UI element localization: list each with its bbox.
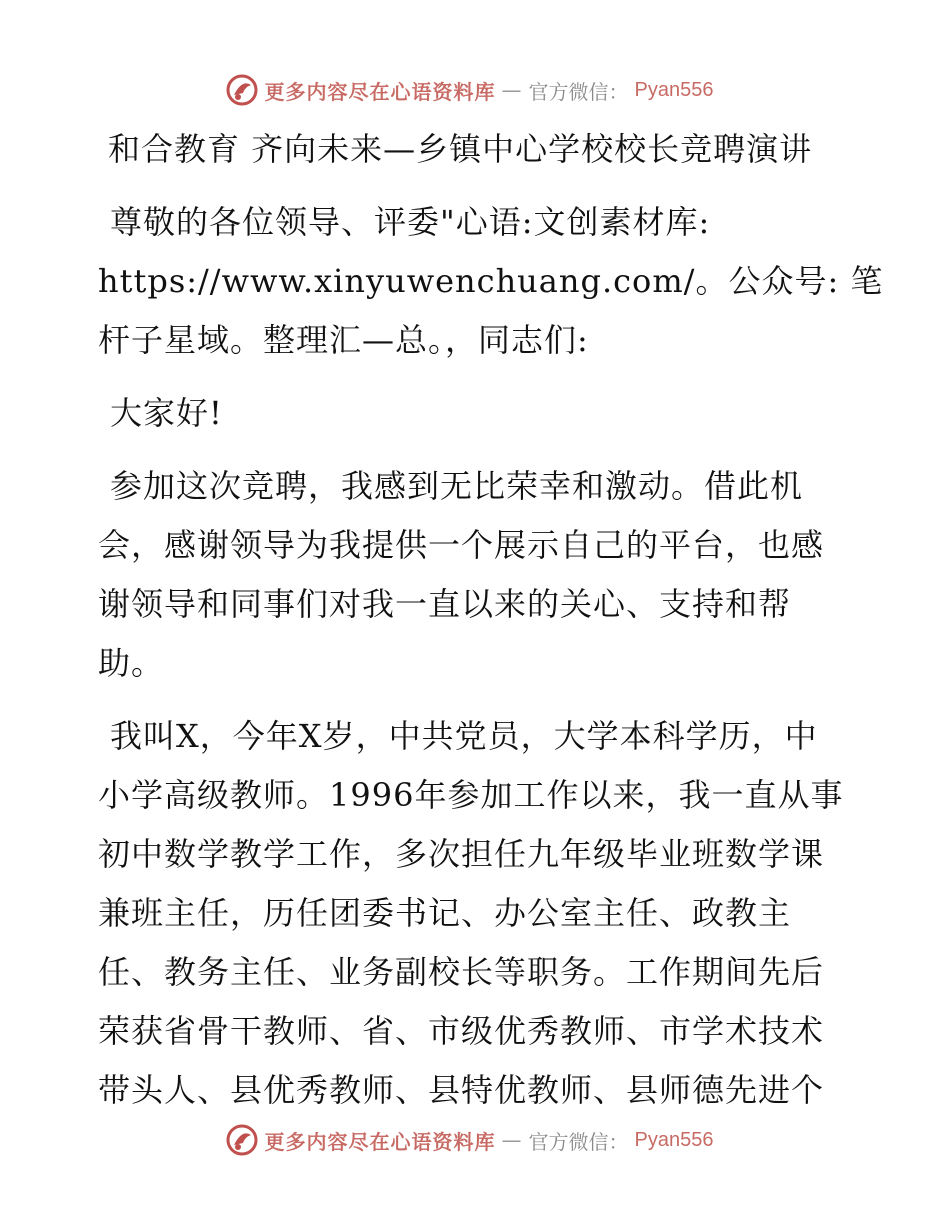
greeting-line: https://www.xinyuwenchuang.com/。公众号: 笔 [98, 262, 884, 300]
header-banner-text: 更多内容尽在心语资料库 [264, 79, 496, 104]
header-banner-id: Pyan556 [634, 78, 714, 101]
document-title: 和合教育 齐向未来—乡镇中心学校校长竞聘演讲 [108, 130, 813, 168]
paragraph-line: 兼班主任，历任团委书记、办公室主任、政教主 [98, 894, 792, 932]
greeting-line: 尊敬的各位领导、评委"心语:文创素材库: [110, 203, 711, 241]
paragraph-line: 带头人、县优秀教师、县特优教师、县师德先进个 [98, 1071, 825, 1109]
greeting-line: 杆子星域。整理汇—总。，同志们: [98, 321, 589, 359]
footer-banner-content [225, 1123, 714, 1157]
paragraph-line: 小学高级教师。1996年参加工作以来，我一直从事 [98, 776, 844, 814]
paragraph-line: 任、教务主任、业务副校长等职务。工作期间先后 [98, 953, 825, 991]
paragraph-line: 我叫X，今年X岁，中共党员，大学本科学历，中 [110, 717, 818, 755]
paragraph-line: 谢领导和同事们对我一直以来的关心、支持和帮 [98, 585, 792, 623]
paragraph-line: 助。 [98, 644, 165, 682]
hello-line: 大家好! [110, 394, 223, 432]
brand-logo-icon [225, 73, 259, 107]
header-banner-content [225, 73, 714, 107]
header-banner-dash: — [501, 78, 523, 102]
footer-banner-text: 更多内容尽在心语资料库 [264, 1129, 496, 1154]
footer-banner-dash: — [501, 1128, 523, 1152]
paragraph-line: 会，感谢领导为我提供一个展示自己的平台，也感 [98, 526, 825, 564]
footer-banner-official: 官方微信： [528, 1129, 629, 1154]
paragraph-line: 参加这次竞聘，我感到无比荣幸和激动。借此机 [110, 467, 804, 505]
footer-banner-id: Pyan556 [634, 1128, 714, 1151]
paragraph-line: 荣获省骨干教师、省、市级优秀教师、市学术技术 [98, 1012, 825, 1050]
header-banner-official: 官方微信： [528, 79, 629, 104]
paragraph-line: 初中数学教学工作，多次担任九年级毕业班数学课 [98, 835, 825, 873]
brand-logo-icon [225, 1123, 259, 1157]
header-banner [0, 70, 950, 110]
footer-banner [0, 1120, 950, 1160]
document-body [98, 120, 884, 1120]
